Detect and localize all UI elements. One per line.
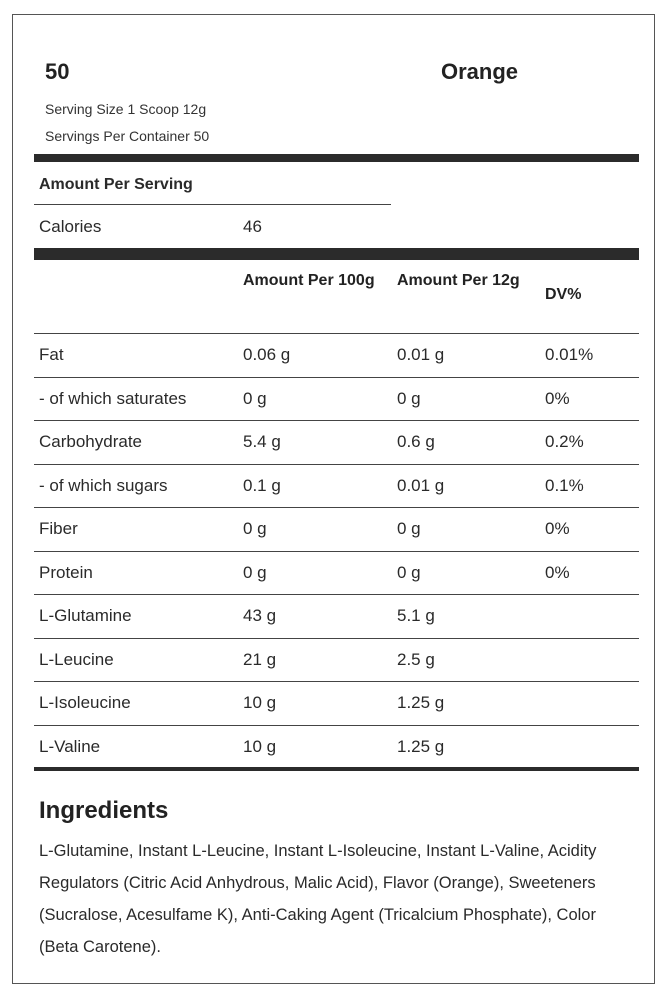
row-divider [34, 420, 639, 421]
ingredients-title: Ingredients [39, 797, 169, 824]
serving-size: Serving Size 1 Scoop 12g [45, 101, 207, 117]
nutrient-per-100g: 0 g [243, 519, 267, 538]
nutrient-per-12g: 0.6 g [397, 432, 435, 451]
column-header-per-100g: Amount Per 100g [243, 272, 375, 289]
nutrient-dv: 0.2% [545, 432, 584, 451]
nutrient-per-12g: 2.5 g [397, 650, 435, 669]
nutrient-name: Fat [39, 345, 64, 364]
nutrient-dv: 0.1% [545, 476, 584, 495]
row-divider [34, 638, 639, 639]
nutrient-per-12g: 1.25 g [397, 737, 445, 756]
nutrient-per-12g: 0 g [397, 389, 421, 408]
thick-divider-bottom [34, 767, 639, 771]
nutrient-per-12g: 0 g [397, 563, 421, 582]
row-divider [34, 377, 639, 378]
row-divider [34, 594, 639, 595]
nutrient-per-100g: 0.06 g [243, 345, 291, 364]
header-number: 50 [45, 59, 70, 84]
thick-divider-calories [34, 248, 639, 260]
nutrient-name: - of which sugars [39, 476, 168, 495]
thick-divider-top [34, 154, 639, 162]
nutrient-per-100g: 43 g [243, 606, 277, 625]
nutrient-per-100g: 5.4 g [243, 432, 281, 451]
table-header-divider [34, 333, 639, 334]
nutrient-name: Protein [39, 563, 93, 582]
nutrient-per-100g: 0 g [243, 563, 267, 582]
nutrient-per-100g: 0 g [243, 389, 267, 408]
nutrient-dv: 0.01% [545, 345, 594, 364]
calories-value: 46 [243, 217, 262, 236]
nutrient-name: L-Isoleucine [39, 693, 131, 712]
ingredients-text: L-Glutamine, Instant L-Leucine, Instant L-Isoleucine, Instant L-Valine, Acidity Regulators (Citric Acid Anhydrous, Malic Acid), Flavor (Orange), Sweeteners (Sucralose, Acesulfame K), Anti-Caking Agent (Tricalcium Phosphate), Color (Beta Carotene). [39, 842, 597, 956]
nutrient-per-12g: 5.1 g [397, 606, 435, 625]
row-divider [34, 551, 639, 552]
servings-per-container: Servings Per Container 50 [45, 128, 210, 144]
divider-amount-per-serving [34, 204, 391, 205]
nutrient-per-100g: 0.1 g [243, 476, 281, 495]
calories-label: Calories [39, 217, 102, 236]
nutrient-name: L-Glutamine [39, 606, 132, 625]
nutrient-name: L-Leucine [39, 650, 114, 669]
column-header-dv: DV% [545, 286, 582, 303]
nutrient-dv: 0% [545, 563, 570, 582]
nutrient-name: L-Valine [39, 737, 101, 756]
row-divider [34, 681, 639, 682]
nutrition-label-panel [12, 14, 655, 984]
nutrient-per-100g: 21 g [243, 650, 277, 669]
nutrient-per-100g: 10 g [243, 693, 277, 712]
nutrient-name: Carbohydrate [39, 432, 143, 451]
nutrient-per-12g: 0 g [397, 519, 421, 538]
row-divider [34, 507, 639, 508]
header-flavor: Orange [441, 59, 519, 84]
nutrient-name: Fiber [39, 519, 78, 538]
nutrient-per-100g: 10 g [243, 737, 277, 756]
column-header-per-12g: Amount Per 12g [397, 272, 520, 289]
nutrient-dv: 0% [545, 389, 570, 408]
amount-per-serving-heading: Amount Per Serving [39, 176, 193, 193]
row-divider [34, 464, 639, 465]
nutrient-name: - of which saturates [39, 389, 187, 408]
nutrient-per-12g: 0.01 g [397, 345, 445, 364]
nutrient-dv: 0% [545, 519, 570, 538]
nutrient-per-12g: 0.01 g [397, 476, 445, 495]
row-divider [34, 725, 639, 726]
nutrient-per-12g: 1.25 g [397, 693, 445, 712]
